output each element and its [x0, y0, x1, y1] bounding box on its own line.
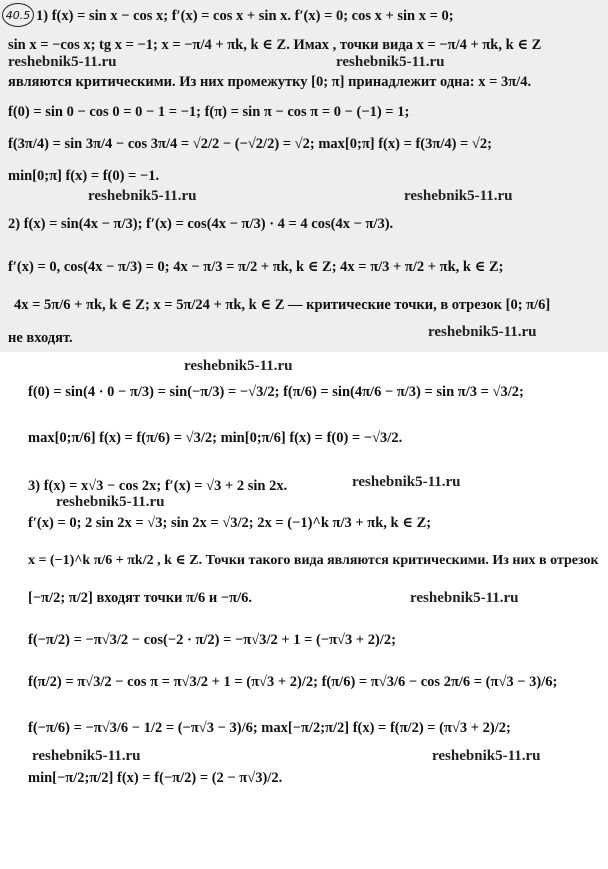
line-12: max[0;π/6] f(x) = f(π/6) = √3/2; min[0;π/6] f(x) = f(0) = −√3/2.	[28, 430, 403, 446]
line-16: [−π/2; π/2] входят точки π/6 и −π/6.	[28, 590, 252, 606]
watermark: reshebnik5-11.ru	[352, 474, 461, 490]
line-17: f(−π/2) = −π√3/2 − cos(−2 · π/2) = −π√3/2 + 1 = (−π√3 + 2)/2;	[28, 632, 396, 648]
line-11: f(0) = sin(4 · 0 − π/3) = sin(−π/3) = −√3/2; f(π/6) = sin(4π/6 − π/3) = sin π/3 = √3/2;	[28, 384, 524, 400]
line-8: f′(x) = 0, cos(4x − π/3) = 0; 4x − π/3 = π/2 + πk, k ∈ Z; 4x = π/3 + π/2 + πk, k ∈ Z;	[8, 259, 504, 275]
line-5: f(3π/4) = sin 3π/4 − cos 3π/4 = √2/2 − (−√2/2) = √2; max[0;π] f(x) = f(3π/4) = √2;	[8, 136, 492, 152]
line-18: f(π/2) = π√3/2 − cos π = π√3/2 + 1 = (π√3 + 2)/2; f(π/6) = π√3/6 − cos 2π/6 = (π√3 − 3)/6;	[28, 674, 558, 690]
watermark: reshebnik5-11.ru	[56, 494, 165, 510]
watermark: reshebnik5-11.ru	[336, 54, 445, 70]
watermark: reshebnik5-11.ru	[88, 188, 197, 204]
watermark: reshebnik5-11.ru	[184, 358, 293, 374]
line-15: x = (−1)^k π/6 + πk/2 , k ∈ Z. Точки такого вида являются критическими. Из них в отрезок	[28, 553, 599, 568]
line-20: min[−π/2;π/2] f(x) = f(−π/2) = (2 − π√3)/2.	[28, 770, 283, 786]
line-7: 2) f(x) = sin(4x − π/3); f′(x) = cos(4x − π/3) · 4 = 4 cos(4x − π/3).	[8, 216, 394, 232]
line-6: min[0;π] f(x) = f(0) = −1.	[8, 168, 160, 184]
watermark: reshebnik5-11.ru	[32, 748, 141, 764]
line-14: f′(x) = 0; 2 sin 2x = √3; sin 2x = √3/2; 2x = (−1)^k π/3 + πk, k ∈ Z;	[28, 515, 432, 531]
line-13: 3) f(x) = x√3 − cos 2x; f′(x) = √3 + 2 sin 2x.	[28, 478, 288, 494]
line-2: sin x = −cos x; tg x = −1; x = −π/4 + πk, k ∈ Z. Имах , точки вида x = −π/4 + πk, k ∈ Z	[8, 37, 542, 53]
watermark: reshebnik5-11.ru	[432, 748, 541, 764]
watermark: reshebnik5-11.ru	[8, 54, 117, 70]
line-19: f(−π/6) = −π√3/6 − 1/2 = (−π√3 − 3)/6; max[−π/2;π/2] f(x) = f(π/2) = (π√3 + 2)/2;	[28, 720, 511, 736]
line-9: 4x = 5π/6 + πk, k ∈ Z; x = 5π/24 + πk, k ∈ Z — критические точки, в отрезок [0; π/6]	[14, 297, 551, 313]
watermark: reshebnik5-11.ru	[428, 324, 537, 340]
line-3: являются критическими. Из них промежутку [0; π] принадлежит одна: x = 3π/4.	[8, 74, 532, 90]
problem-number-badge: 40.5	[2, 3, 34, 27]
watermark: reshebnik5-11.ru	[410, 590, 519, 606]
line-10: не входят.	[8, 330, 73, 346]
line-1: 1) f(x) = sin x − cos x; f′(x) = cos x + sin x. f′(x) = 0; cos x + sin x = 0;	[36, 8, 454, 24]
watermark: reshebnik5-11.ru	[404, 188, 513, 204]
line-4: f(0) = sin 0 − cos 0 = 0 − 1 = −1; f(π) = sin π − cos π = 0 − (−1) = 1;	[8, 104, 410, 120]
